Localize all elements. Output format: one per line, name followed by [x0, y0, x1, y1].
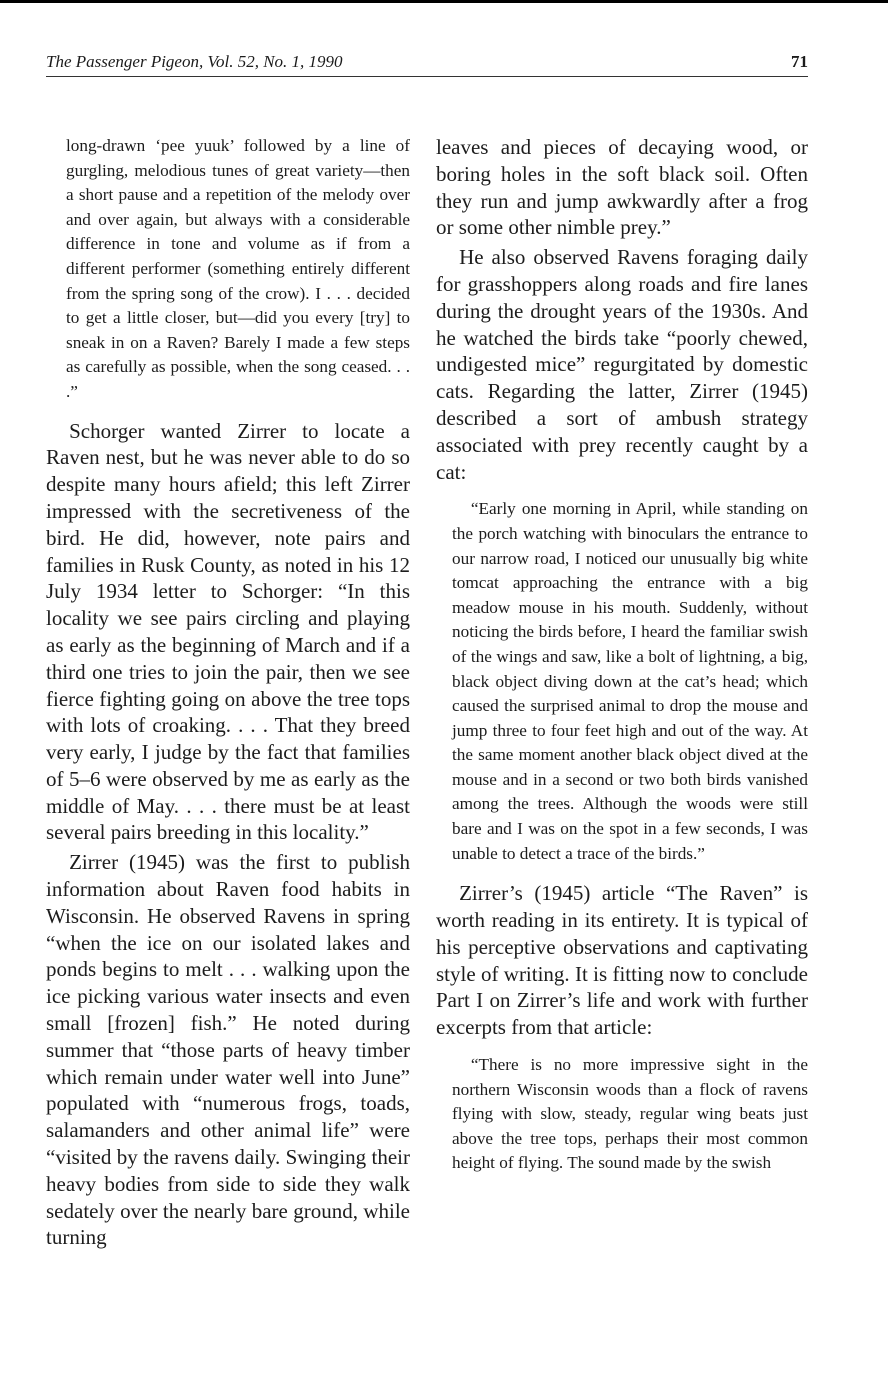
block-quote: “There is no more impressive sight in the northern Wisconsin woods than a flock of ravens flying with slow, steady, regular wing beats just above the tree tops, perhaps their most common height of flying. The sound made by the swish [452, 1055, 808, 1173]
running-header [46, 52, 808, 77]
body-paragraph: Schorger wanted Zirrer to locate a Raven nest, but he was never able to do so despite many hours afield; this left Zirrer impressed with the secretiveness of the bird. He did, however, note pairs and families in Rusk County, as noted in his 12 July 1934 letter to Schorger: “In this locality we see pairs circling and playing as early as the beginning of March and if a third one tries to join the pair, then we see fierce fighting going on above the tree tops with lots of croaking. . . . That they breed very early, I judge by the fact that families of 5–6 were observed by me as early as the middle of May. . . . there must be at least several pairs breeding in this locality.” [46, 418, 410, 845]
top-border-rule [0, 0, 888, 3]
journal-citation: The Passenger Pigeon, Vol. 52, No. 1, 1990 [46, 52, 343, 71]
block-quote-continued: long-drawn ‘pee yuuk’ followed by a line of gurgling, melodious tunes of great variety—then a short pause and a repetition of the melody over and over again, but always with a considerable difference in tone and volume as if from a different performer (something entirely different from the spring song of the crow). I . . . decided to get a little closer, but—did you every [try] to sneak in on a Raven? Barely I made a few steps as carefully as possible, when the song ceased. . . .” [66, 136, 410, 401]
left-column [46, 134, 410, 1251]
body-paragraph: leaves and pieces of decaying wood, or boring holes in the soft black soil. Often they run and jump awkwardly after a frog or some other nimble prey.” [436, 135, 808, 240]
block-quote: “Early one morning in April, while standing on the porch watching with binoculars the entrance to our narrow road, I noticed our unusually big white tomcat approaching the entrance with a big meadow mouse in his mouth. Suddenly, without noticing the birds before, I heard the familiar swish of the wings and saw, like a bolt of lightning, a big, black object diving down at the cat’s head; which caused the surprised animal to drop the mouse and jump three to four feet high and out of the way. At the same moment another black object dived at the mouse and in a second or two both birds vanished among the trees. Although the woods were still bare and I was on the spot in a few seconds, I was unable to detect a trace of the birds.” [452, 499, 808, 863]
body-paragraph: He also observed Ravens foraging daily for grasshoppers along roads and fire lanes during the drought years of the 1930s. And he watched the birds take “poorly chewed, undigested mice” regurgitated by domestic cats. Regarding the latter, Zirrer (1945) described a sort of ambush strategy associated with prey recently caught by a cat: [436, 245, 808, 484]
body-paragraph: Zirrer (1945) was the first to publish information about Raven food habits in Wisconsin. He observed Ravens in spring “when the ice on our isolated lakes and ponds begins to melt . . . walking upon the ice picking various water insects and even small [frozen] fish.” He noted during summer that “those parts of heavy timber which remain under water well into June” populated with “numerous frogs, toads, salamanders and other animal life” were “visited by the ravens daily. Swinging their heavy bodies from side to side they walk sedately over the nearly bare ground, while turning [46, 850, 410, 1250]
body-paragraph: Zirrer’s (1945) article “The Raven” is worth reading in its entirety. It is typical of his perceptive observations and captivating style of writing. It is fitting now to conclude Part I on Zirrer’s life and work with further excerpts from that article: [436, 881, 808, 1040]
page-number: 71 [791, 52, 808, 71]
right-column [436, 134, 808, 1176]
